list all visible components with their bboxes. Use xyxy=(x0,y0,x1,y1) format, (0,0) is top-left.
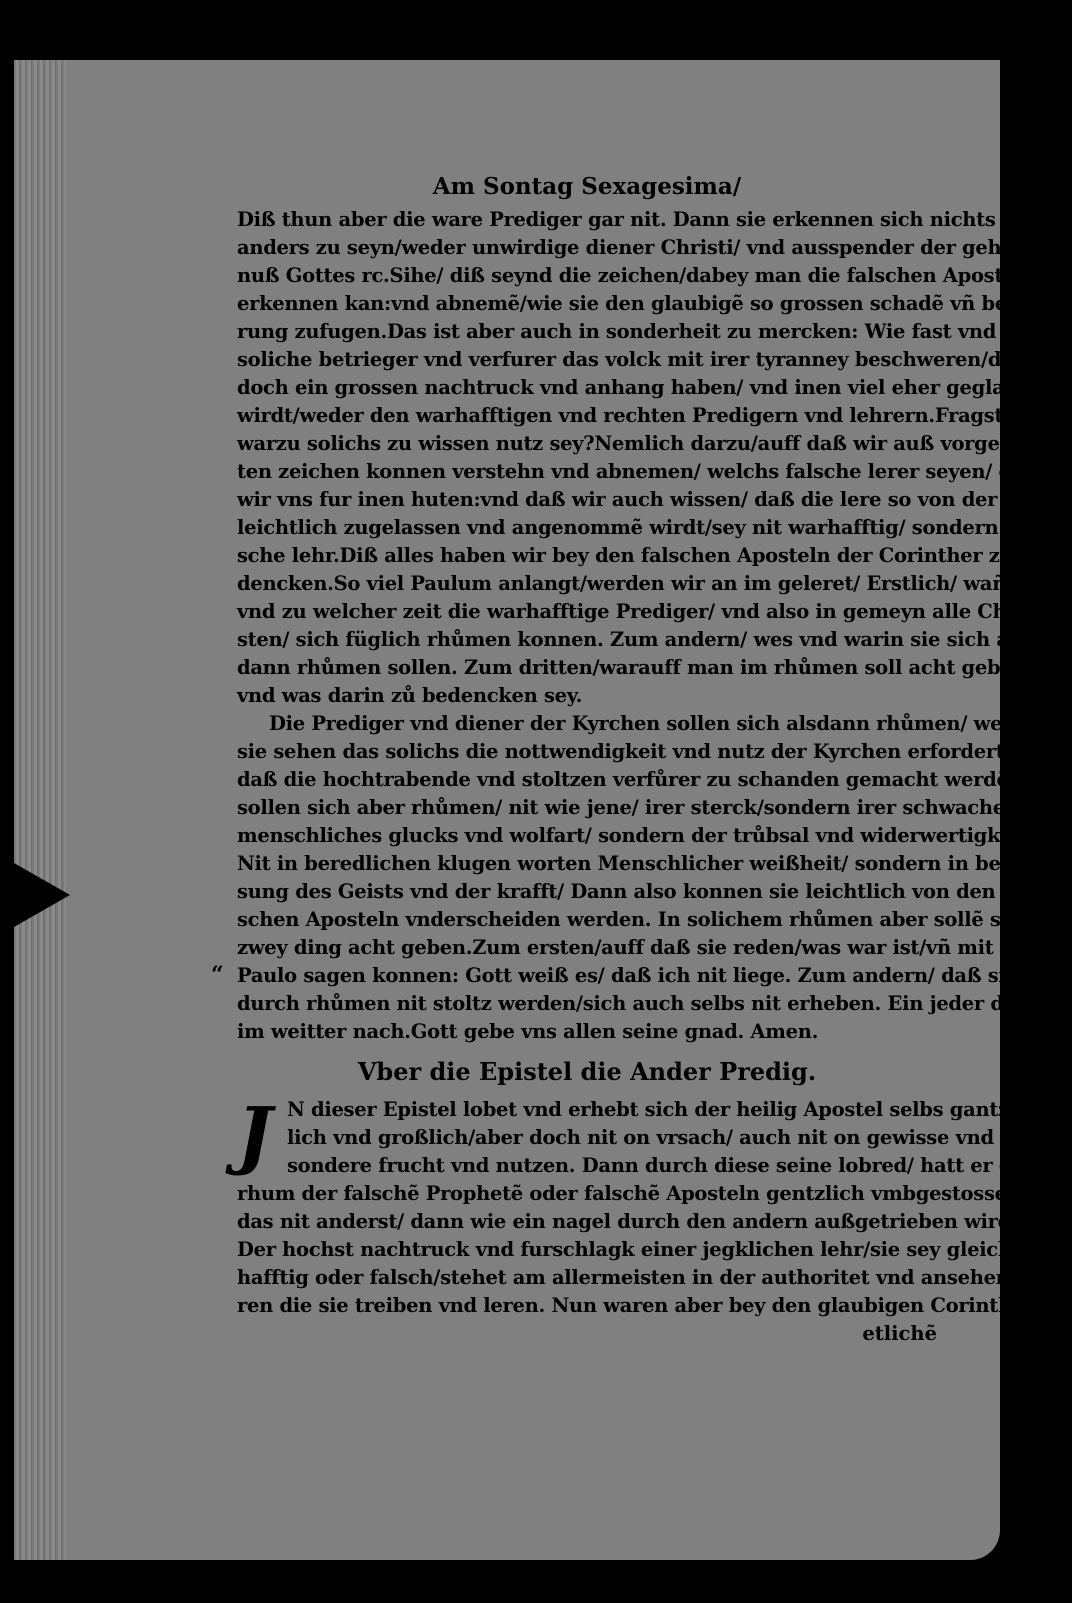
text-line: wir vns fur inen huten:vnd daß wir auch wissen/ daß die lere so von der welt xyxy=(237,488,1049,511)
text-line: wirdt/weder den warhafftigen vnd rechten Predigern vnd lehrern.Fragstu/ xyxy=(237,404,1024,427)
text-line: Paulo sagen konnen: Gott weiß es/ daß ich nit liege. Zum andern/ daß sie xyxy=(237,964,1018,987)
text-line: warzu solichs zu wissen nutz sey?Nemlich darzu/auff daß wir auß vorgemel xyxy=(237,432,1040,455)
text-line: dencken.So viel Paulum anlangt/werden wir an im geleret/ Erstlich/ wañ xyxy=(237,572,1007,595)
text-line: Der hochst nachtruck vnd furschlagk einer jegklichen lehr/sie sey gleich war xyxy=(237,1238,1058,1261)
text-line: N dieser Epistel lobet vnd erhebt sich der heilig Apostel selbs gantz herr xyxy=(287,1098,1062,1121)
text-line: Die Prediger vnd diener der Kyrchen sollen sich alsdann rhůmen/ wenn xyxy=(269,712,1030,735)
drop-cap-initial: J xyxy=(237,1092,273,1178)
paragraph-1 xyxy=(237,206,1072,710)
text-line: nuß Gottes rc.Sihe/ diß seynd die zeichen/dabey man die falschen Aposteln xyxy=(237,264,1037,287)
text-line: Diß thun aber die ware Prediger gar nit. Dann sie erkennen sich nichts xyxy=(237,208,996,231)
text-line: Nit in beredlichen klugen worten Menschlicher weißheit/ sondern in bewei xyxy=(237,852,1037,875)
text-line: hafftig oder falsch/stehet am allermeisten in der authoritet vnd ansehen de xyxy=(237,1266,1042,1289)
paragraph-2 xyxy=(211,710,1069,1046)
text-line: rhum der falschẽ Prophetẽ oder falschẽ Aposteln gentzlich vmbgestossen/ vñ xyxy=(237,1182,1059,1205)
section-title: Vber die Epistel die Ander Predig. xyxy=(357,1057,817,1086)
text-line: das nit anderst/ dann wie ein nagel durch den andern außgetrieben wirdt. xyxy=(237,1210,1027,1233)
catchword: etlichẽ xyxy=(862,1322,937,1345)
text-line: anders zu seyn/weder unwirdige diener Christi/ vnd ausspender der geheim xyxy=(237,236,1041,259)
text-line: zwey ding acht geben.Zum ersten/auff daß sie reden/was war ist/vñ mit dem xyxy=(237,936,1046,959)
text-line: daß die hochtrabende vnd stoltzen verfůrer zu schanden gemacht werdẽ.Sie xyxy=(237,768,1049,791)
text-line: sche lehr.Diß alles haben wir bey den falschen Aposteln der Corinther zu be xyxy=(237,544,1046,567)
text-line: menschliches glucks vnd wolfart/ sondern der trůbsal vnd widerwertigkeit: xyxy=(237,824,1036,847)
text-line: ren die sie treiben vnd leren. Nun waren aber bey den glaubigen Corinthern xyxy=(237,1294,1048,1317)
text-line: sondere frucht vnd nutzen. Dann durch diese seine lobred/ hatt er den xyxy=(287,1154,1039,1177)
marginal-quote-mark: “ xyxy=(211,962,224,988)
paragraph-3 xyxy=(237,1092,1062,1320)
text-line: schen Aposteln vnderscheiden werden. In solichem rhůmen aber sollẽ sie auff xyxy=(237,908,1069,931)
text-block xyxy=(211,172,1072,1348)
text-line: vnd zu welcher zeit die warhafftige Prediger/ vnd also in gemeyn alle Chri xyxy=(237,600,1024,623)
text-line: vnd was darin zů bedencken sey. xyxy=(237,684,583,707)
text-line: ten zeichen konnen verstehn vnd abnemen/ welchs falsche lerer seyen/ damit xyxy=(237,460,1061,483)
text-line: lich vnd großlich/aber doch nit on vrsach/ auch nit on gewisse vnd be xyxy=(287,1126,1026,1149)
text-line: sten/ sich füglich rhůmen konnen. Zum andern/ wes vnd warin sie sich als xyxy=(237,628,1027,651)
scan-top-border xyxy=(14,22,1000,64)
text-line: sollen sich aber rhůmen/ nit wie jene/ irer sterck/sondern irer schwacheit: nit xyxy=(237,796,1064,819)
text-line: soliche betrieger vnd verfurer das volck mit irer tyranney beschweren/daß sie xyxy=(237,348,1065,371)
text-line: erkennen kan:vnd abnemẽ/wie sie den glaubigẽ so grossen schadẽ vñ beschwe xyxy=(237,292,1072,315)
text-line: leichtlich zugelassen vnd angenommẽ wirdt/sey nit warhafftig/ sondern fal xyxy=(237,516,1033,539)
text-line: dann rhůmen sollen. Zum dritten/warauff man im rhůmen soll acht geben/ xyxy=(237,656,1034,679)
text-line: sung des Geists vnd der krafft/ Dann also konnen sie leichtlich von den fal xyxy=(237,880,1030,903)
text-line: doch ein grossen nachtruck vnd anhang haben/ vnd inen viel eher geglaubt xyxy=(237,376,1041,399)
page-fore-edge xyxy=(14,60,66,1560)
scan-shadow-notch xyxy=(0,855,70,935)
text-line: rung zufugen.Das ist aber auch in sonderheit zu mercken: Wie fast vnd sehr xyxy=(237,320,1050,343)
text-line: durch rhůmen nit stoltz werden/sich auch selbs nit erheben. Ein jeder dencke xyxy=(237,992,1067,1015)
text-line: im weitter nach.Gott gebe vns allen seine gnad. Amen. xyxy=(237,1020,819,1043)
text-line: sie sehen das solichs die nottwendigkeit vnd nutz der Kyrchen erfordert/ auff xyxy=(237,740,1061,763)
running-head: Am Sontag Sexagesima/ xyxy=(432,173,742,200)
